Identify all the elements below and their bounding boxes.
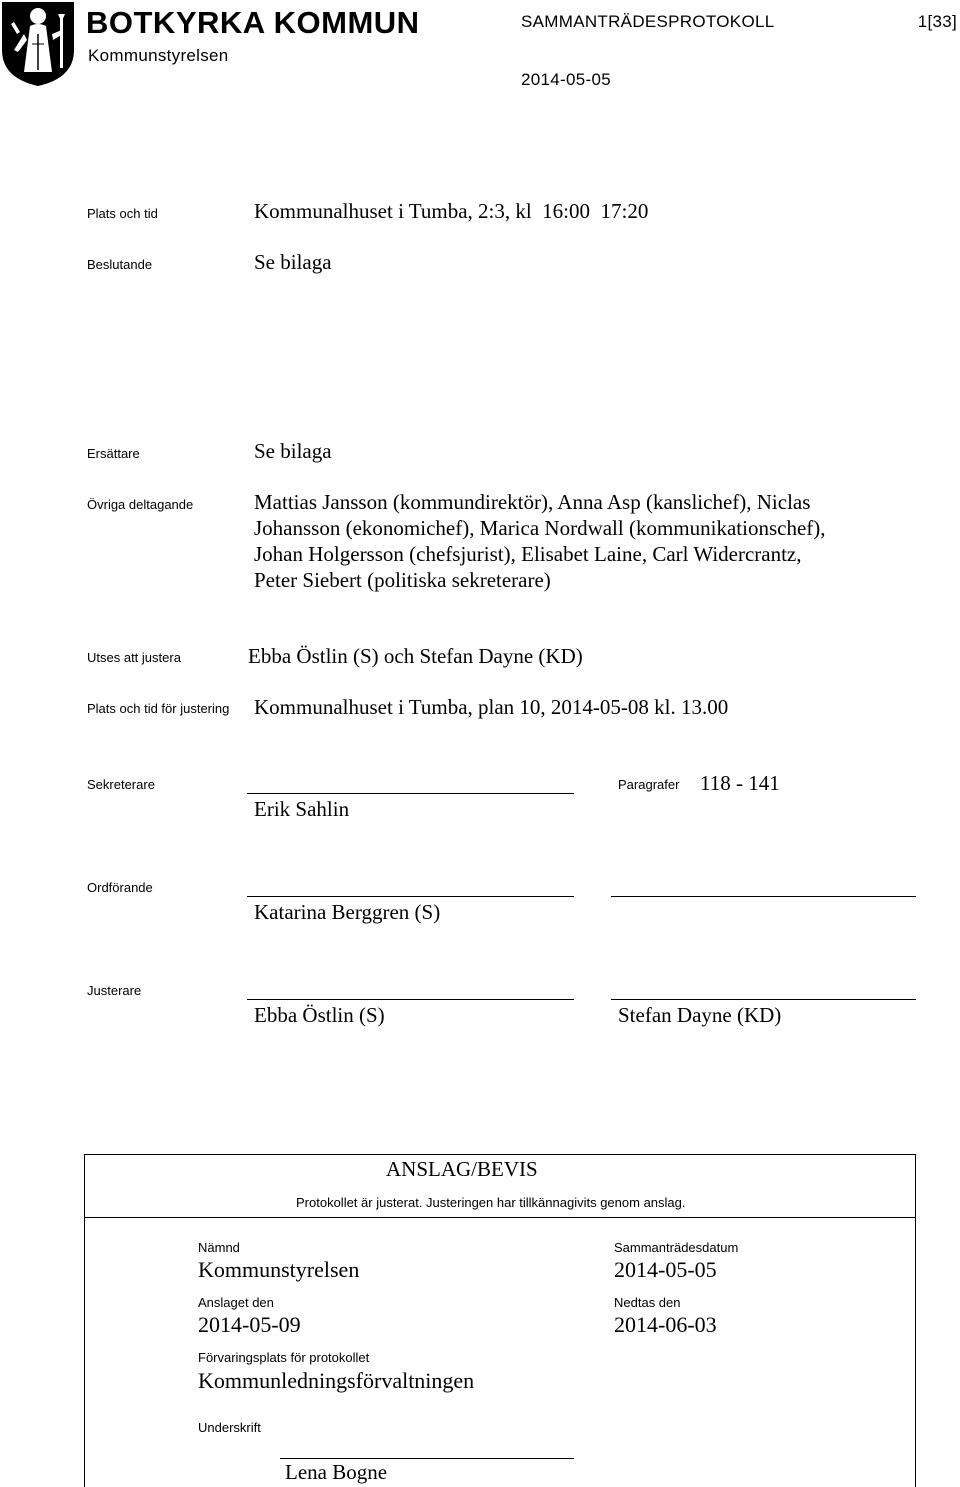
underskrift-signature-line: [280, 1458, 574, 1459]
org-name: BOTKYRKA KOMMUN: [86, 5, 420, 40]
org-subname: Kommunstyrelsen: [88, 46, 229, 65]
forvaring-value: Kommunledningsförvaltningen: [198, 1368, 475, 1393]
ordforande-signature-line-1: [247, 896, 574, 897]
sekreterare-signature-line: [247, 793, 574, 794]
nedtas-label: Nedtas den: [614, 1295, 681, 1310]
page-number: 1[33]: [917, 12, 957, 31]
justering-label: Plats och tid för justering: [87, 701, 230, 716]
justering-value: Kommunalhuset i Tumba, plan 10, 2014-05-08 kl. 13.00: [254, 695, 729, 719]
sekreterare-name: Erik Sahlin: [254, 797, 350, 821]
sammantradesdatum-label: Sammanträdesdatum: [614, 1240, 739, 1255]
plats-value: Kommunalhuset i Tumba, 2:3, kl 16:00 17:20: [254, 199, 649, 223]
ovriga-line-3: Johan Holgersson (chefsjurist), Elisabet Laine, Carl Widercrantz,: [254, 542, 802, 566]
ovriga-label: Övriga deltagande: [87, 497, 194, 512]
anslag-subtitle: Protokollet är justerat. Justeringen har tillkännagivits genom anslag.: [296, 1195, 686, 1210]
paragrafer-value: 118 - 141: [700, 771, 780, 795]
header: [0, 0, 960, 100]
beslutande-value: Se bilaga: [254, 250, 332, 274]
doc-type: SAMMANTRÄDESPROTOKOLL: [521, 12, 775, 31]
ovriga-line-2: Johansson (ekonomichef), Marica Nordwall (kommunikationschef),: [254, 516, 826, 540]
ersattare-label: Ersättare: [87, 446, 140, 461]
header-date: 2014-05-05: [521, 70, 611, 89]
ovriga-line-4: Peter Siebert (politiska sekreterare): [254, 568, 551, 592]
justerare-signature-line-1: [247, 999, 574, 1000]
underskrift-label: Underskrift: [198, 1420, 261, 1435]
utses-value: Ebba Östlin (S) och Stefan Dayne (KD): [248, 644, 583, 668]
namnd-label: Nämnd: [198, 1240, 240, 1255]
utses-label: Utses att justera: [87, 650, 181, 665]
ordforande-label: Ordförande: [87, 880, 153, 895]
justerare-name-1: Ebba Östlin (S): [254, 1003, 385, 1027]
anslaget-value: 2014-05-09: [198, 1312, 301, 1337]
namnd-value: Kommunstyrelsen: [198, 1257, 360, 1282]
sekreterare-label: Sekreterare: [87, 777, 155, 792]
justerare-signature-line-2: [611, 999, 916, 1000]
anslag-header: [85, 1155, 915, 1218]
justerare-name-2: Stefan Dayne (KD): [618, 1003, 782, 1027]
underskrift-name: Lena Bogne: [285, 1460, 388, 1484]
ordforande-signature-line-2: [611, 896, 916, 897]
beslutande-label: Beslutande: [87, 257, 153, 272]
plats-label: Plats och tid: [87, 206, 158, 221]
ordforande-name: Katarina Berggren (S): [254, 900, 441, 924]
anslag-title: ANSLAG/BEVIS: [386, 1157, 538, 1181]
ersattare-value: Se bilaga: [254, 439, 332, 463]
paragrafer-label: Paragrafer: [618, 777, 680, 792]
botkyrka-coat-of-arms-icon: [0, 0, 76, 88]
forvaring-label: Förvaringsplats för protokollet: [198, 1350, 370, 1365]
justerare-label: Justerare: [87, 983, 142, 998]
nedtas-value: 2014-06-03: [614, 1312, 717, 1337]
ovriga-line-1: Mattias Jansson (kommundirektör), Anna Asp (kanslichef), Niclas: [254, 490, 811, 514]
sammantradesdatum-value: 2014-05-05: [614, 1257, 717, 1282]
anslaget-label: Anslaget den: [198, 1295, 274, 1310]
